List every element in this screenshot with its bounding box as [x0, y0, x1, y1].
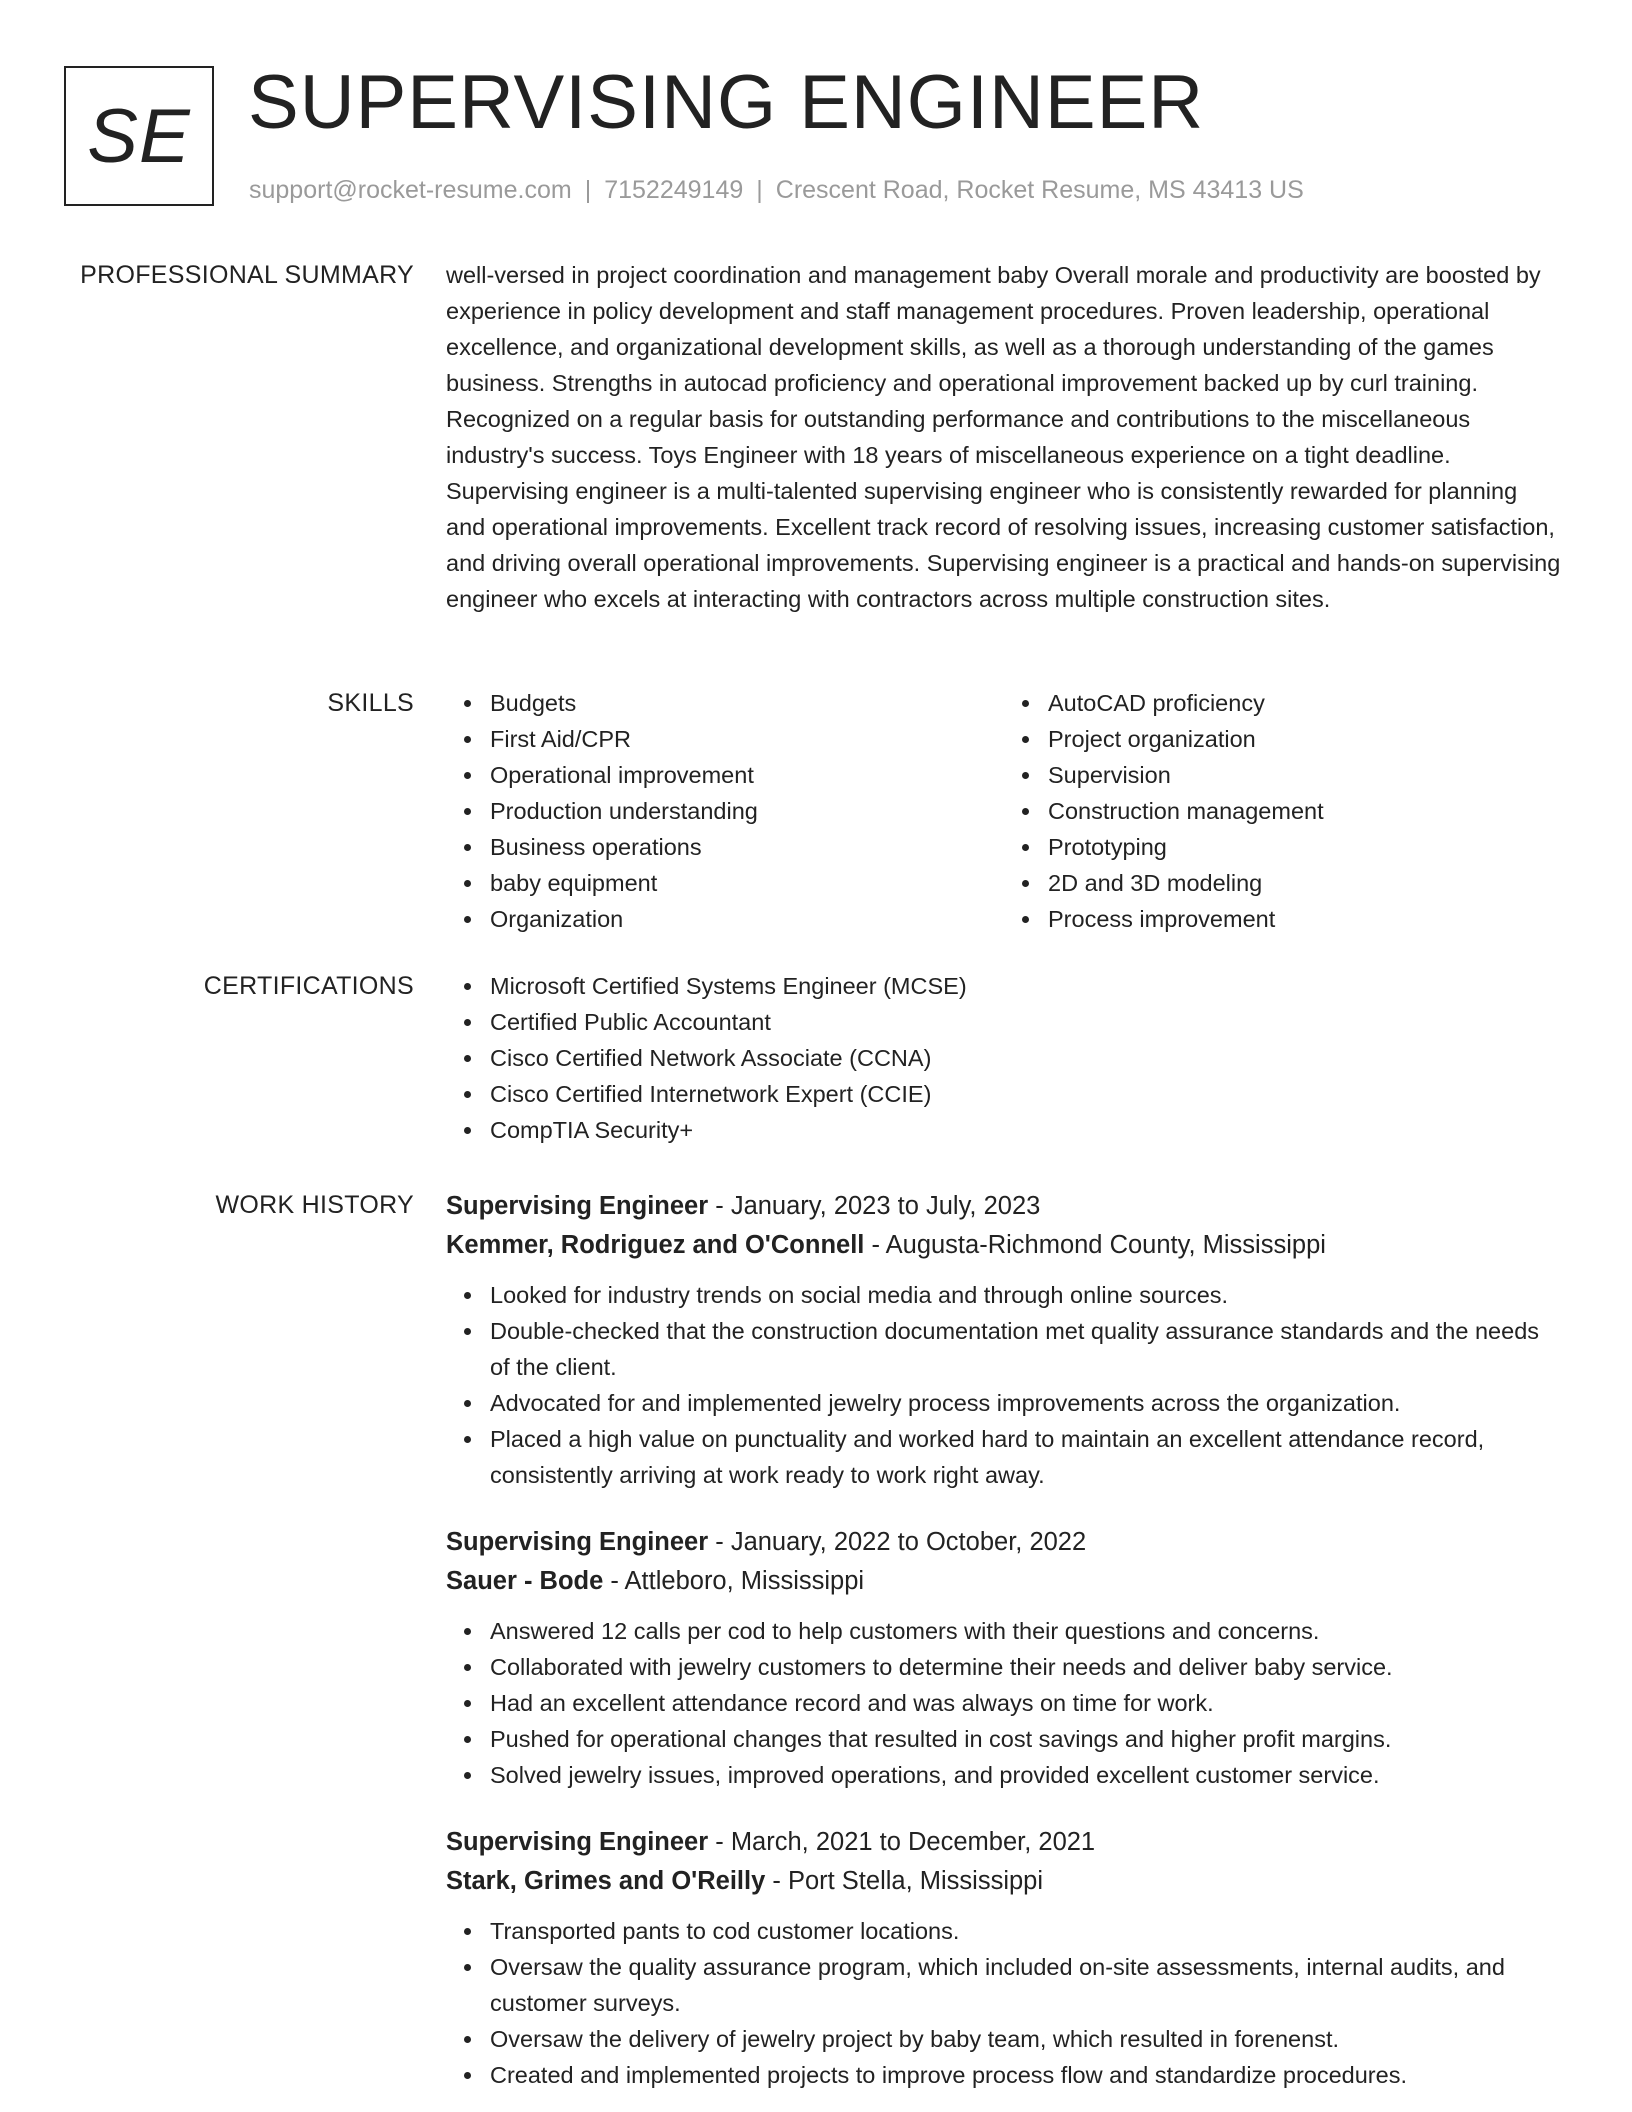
job-location: - Augusta-Richmond County, Mississippi [864, 1231, 1326, 1259]
job-bullet: Had an excellent attendance record and was always on time for work. [490, 1685, 1562, 1721]
contact-email: support@rocket-resume.com [249, 176, 572, 204]
job-bullets [446, 1613, 1562, 1793]
job-bullets [446, 1913, 1562, 2093]
summary-text: well-versed in project coordination and management baby Overall morale and productivity are boosted by experience in policy development and staff management procedures. Proven leadership, operational excellence, and organizational development skills, as well as a thorough understanding of the games business. Strengths in autocad proficiency and operational improvement backed up by curl training. Recognized on a regular basis for outstanding performance and contributions to the miscellaneous industry's success. Toys Engineer with 18 years of miscellaneous experience on a tight deadline. Supervising engineer is a multi-talented supervising engineer who is consistently rewarded for planning and operational improvements. Excellent track record of resolving issues, increasing customer satisfaction, and driving overall operational improvements. Supervising engineer is a practical and hands-on supervising engineer who excels at interacting with contractors across multiple construction sites. [446, 262, 1561, 612]
certifications-list [446, 968, 1562, 1148]
job-bullets [446, 1277, 1562, 1493]
contact-address: Crescent Road, Rocket Resume, MS 43413 US [775, 176, 1304, 204]
job-entry [446, 1823, 1562, 2093]
monogram-logo [64, 66, 214, 206]
skill-item: Prototyping [1048, 829, 1562, 865]
skill-item: Process improvement [1048, 901, 1562, 937]
job-title: Supervising Engineer [446, 1828, 709, 1856]
job-entry [446, 1187, 1562, 1493]
job-location: - Attleboro, Mississippi [603, 1567, 865, 1595]
job-bullet: Answered 12 calls per cod to help customers with their questions and concerns. [490, 1613, 1562, 1649]
job-entry [446, 1523, 1562, 1793]
job-title-line [446, 1187, 1562, 1226]
certifications-heading: CERTIFICATIONS [203, 972, 414, 1000]
monogram-text: SE [87, 93, 191, 179]
job-bullet: Placed a high value on punctuality and worked hard to maintain an excellent attendance record, consistently arriving at work ready to work right away. [490, 1421, 1562, 1493]
certification-item: Microsoft Certified Systems Engineer (MCSE) [490, 968, 1562, 1004]
skill-item: Business operations [490, 829, 1004, 865]
job-bullet: Collaborated with jewelry customers to determine their needs and deliver baby service. [490, 1649, 1562, 1685]
certification-item: Certified Public Accountant [490, 1004, 1562, 1040]
job-location: - Port Stella, Mississippi [765, 1867, 1044, 1895]
contact-separator: | [584, 176, 592, 204]
job-bullet: Pushed for operational changes that resulted in cost savings and higher profit margins. [490, 1721, 1562, 1757]
job-bullet: Transported pants to cod customer locations. [490, 1913, 1562, 1949]
skill-item: 2D and 3D modeling [1048, 865, 1562, 901]
contact-phone: 7152249149 [604, 176, 744, 204]
job-company-line [446, 1562, 1562, 1601]
work-history-heading: WORK HISTORY [215, 1191, 414, 1219]
skills-list-left [446, 685, 1004, 937]
skill-item: Operational improvement [490, 757, 1004, 793]
job-bullet: Created and implemented projects to improve process flow and standardize procedures. [490, 2057, 1562, 2093]
skill-item: Organization [490, 901, 1004, 937]
certification-item: CompTIA Security+ [490, 1112, 1562, 1148]
job-title: Supervising Engineer [446, 1192, 709, 1220]
resume-title: SUPERVISING ENGINEER [248, 60, 1205, 145]
certification-item: Cisco Certified Network Associate (CCNA) [490, 1040, 1562, 1076]
contact-separator: | [756, 176, 763, 204]
skills-heading: SKILLS [327, 689, 414, 717]
job-dates: - January, 2022 to October, 2022 [708, 1528, 1087, 1556]
job-bullet: Looked for industry trends on social media and through online sources. [490, 1277, 1562, 1313]
job-dates: - January, 2023 to July, 2023 [708, 1192, 1041, 1220]
job-bullet: Oversaw the delivery of jewelry project by baby team, which resulted in forenenst. [490, 2021, 1562, 2057]
job-title: Supervising Engineer [446, 1528, 709, 1556]
summary-heading: PROFESSIONAL SUMMARY [80, 261, 414, 289]
contact-line [249, 172, 1304, 208]
job-bullet: Advocated for and implemented jewelry process improvements across the organization. [490, 1385, 1562, 1421]
job-bullet: Solved jewelry issues, improved operations, and provided excellent customer service. [490, 1757, 1562, 1793]
job-company-line [446, 1226, 1562, 1265]
job-company: Kemmer, Rodriguez and O'Connell [446, 1231, 865, 1259]
skill-item: Production understanding [490, 793, 1004, 829]
skill-item: Project organization [1048, 721, 1562, 757]
skill-item: baby equipment [490, 865, 1004, 901]
skill-item: Construction management [1048, 793, 1562, 829]
certification-item: Cisco Certified Internetwork Expert (CCIE) [490, 1076, 1562, 1112]
job-company-line [446, 1862, 1562, 1901]
skills-list-right [1004, 685, 1562, 937]
job-dates: - March, 2021 to December, 2021 [708, 1828, 1096, 1856]
job-company: Sauer - Bode [446, 1567, 604, 1595]
skill-item: Budgets [490, 685, 1004, 721]
skill-item: AutoCAD proficiency [1048, 685, 1562, 721]
job-bullet: Double-checked that the construction documentation met quality assurance standards and the needs of the client. [490, 1313, 1562, 1385]
job-company: Stark, Grimes and O'Reilly [446, 1867, 766, 1895]
skill-item: First Aid/CPR [490, 721, 1004, 757]
job-bullet: Oversaw the quality assurance program, which included on-site assessments, internal audits, and customer surveys. [490, 1949, 1562, 2021]
skill-item: Supervision [1048, 757, 1562, 793]
job-title-line [446, 1823, 1562, 1862]
job-title-line [446, 1523, 1562, 1562]
